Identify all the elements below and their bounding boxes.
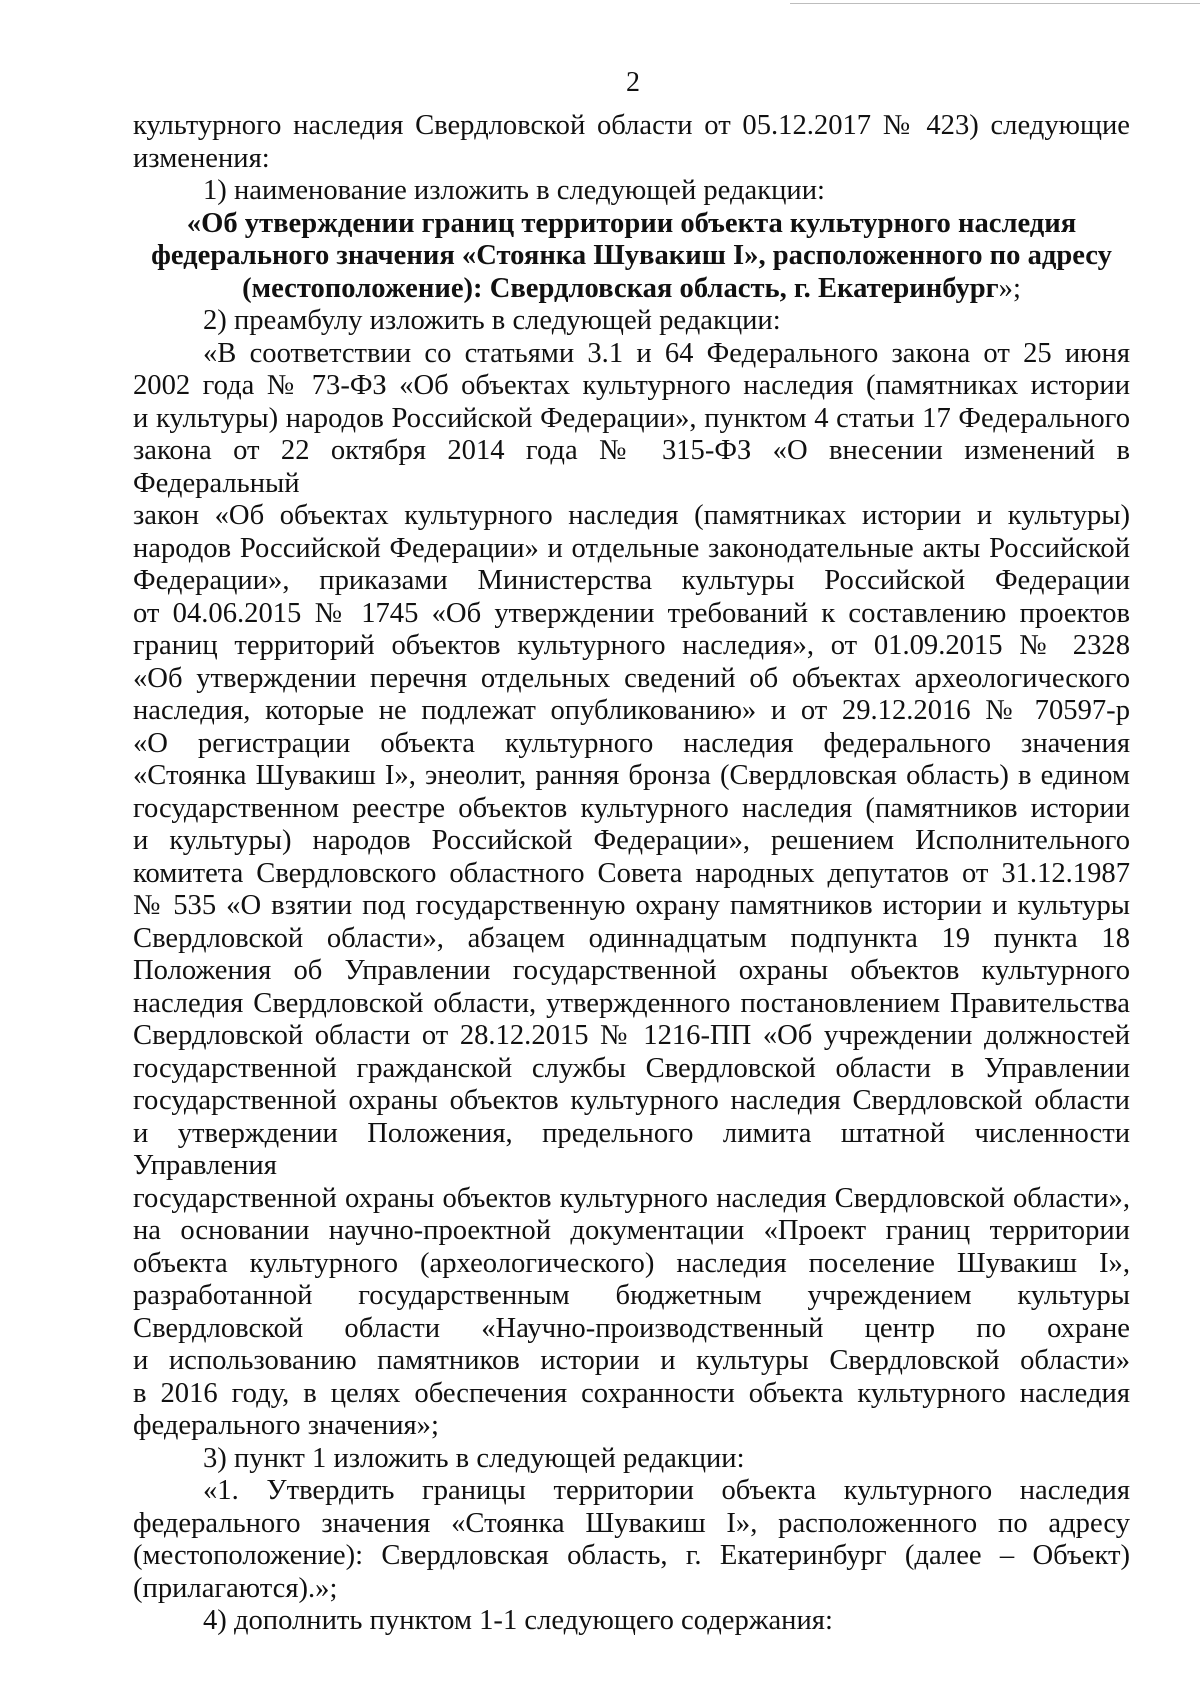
text-line: комитета Свердловского областного Совета народных депутатов от 31.12.1987	[133, 857, 1130, 889]
text-line: закона от 22 октября 2014 года № 315-ФЗ «О внесении изменений в Федеральный	[133, 435, 1130, 499]
point-1-paragraph	[133, 1475, 1130, 1605]
text-line: (местоположение): Свердловская область, г. Екатеринбург (далее – Объект)	[133, 1540, 1130, 1571]
text-line: федерального значения»;	[133, 1410, 439, 1441]
text-line: изменения:	[133, 142, 270, 174]
preamble-paragraph	[133, 338, 1130, 1443]
text-line: (прилагаются).»;	[133, 1572, 338, 1604]
text-line: в 2016 году, в целях обеспечения сохранности объекта культурного наследия	[133, 1377, 1130, 1409]
text-line: и использованию памятников истории и культуры Свердловской области»	[133, 1345, 1130, 1376]
heading-line	[133, 273, 1130, 306]
text-line: на основании научно-проектной документации «Проект границ территории	[133, 1215, 1130, 1246]
new-title-heading	[133, 208, 1130, 306]
text-line: объекта культурного (археологического) наследия поселение Шувакиш I»,	[133, 1247, 1130, 1279]
text-line: наследия Свердловской области, утвержденного постановлением Правительства	[133, 987, 1130, 1019]
scan-edge-line	[790, 3, 1200, 4]
text-line: федерального значения «Стоянка Шувакиш I», расположенного по адресу	[133, 1507, 1130, 1539]
heading-line: «Об утверждении границ территории объекта культурного наследия	[186, 207, 1077, 239]
text-line: народов Российской Федерации» и отдельные законодательные акты Российской	[133, 532, 1130, 564]
text-line: и культуры) народов Российской Федерации», решением Исполнительного	[133, 825, 1130, 856]
text-line: наследия, которые не подлежат опубликованию» и от 29.12.2016 № 70597-р	[133, 695, 1130, 726]
heading-line: федерального значения «Стоянка Шувакиш I», расположенного по адресу	[151, 240, 1112, 271]
list-item-4: 4) дополнить пунктом 1-1 следующего содержания:	[203, 1605, 833, 1636]
text-line: «Стоянка Шувакиш I», энеолит, ранняя бронза (Свердловская область) в едином	[133, 760, 1130, 791]
text-line: культурного наследия Свердловской области от 05.12.2017 № 423) следующие	[133, 110, 1130, 141]
text-line: закон «Об объектах культурного наследия (памятниках истории и культуры)	[133, 500, 1130, 531]
list-item-1: 1) наименование изложить в следующей редакции:	[203, 175, 825, 206]
text-line: разработанной государственным бюджетным учреждением культуры	[133, 1280, 1130, 1311]
text-line: Положения об Управлении государственной охраны объектов культурного	[133, 955, 1130, 986]
text-line: Федерации», приказами Министерства культуры Российской Федерации	[133, 565, 1130, 596]
text-line: государственном реестре объектов культурного наследия (памятников истории	[133, 792, 1130, 824]
text-line: и культуры) народов Российской Федерации», пунктом 4 статьи 17 Федерального	[133, 402, 1130, 434]
heading-line-bold: (местоположение): Свердловская область, г. Екатеринбург	[242, 272, 999, 304]
text-line: «Об утверждении перечня отдельных сведений об объектах археологического	[133, 662, 1130, 694]
text-line: Свердловской области «Научно-производственный центр по охране	[133, 1312, 1130, 1344]
text-line: государственной охраны объектов культурного наследия Свердловской области»,	[133, 1182, 1130, 1214]
text-line: государственной гражданской службы Свердловской области в Управлении	[133, 1052, 1130, 1084]
heading-line-tail: »;	[998, 272, 1021, 304]
text-line: Свердловской области от 28.12.2015 № 1216-ПП «Об учреждении должностей	[133, 1020, 1130, 1051]
text-line: «О регистрации объекта культурного наследия федерального значения	[133, 727, 1130, 759]
text-line: границ территорий объектов культурного наследия», от 01.09.2015 № 2328	[133, 630, 1130, 661]
document-body	[133, 110, 1130, 1638]
text-line: 2002 года № 73-ФЗ «Об объектах культурного наследия (памятниках истории	[133, 370, 1130, 401]
text-line: государственной охраны объектов культурного наследия Свердловской области	[133, 1085, 1130, 1116]
list-item-2: 2) преамбулу изложить в следующей редакции:	[203, 305, 781, 336]
text-line: и утверждении Положения, предельного лимита штатной численности Управления	[133, 1117, 1130, 1181]
text-line: от 04.06.2015 № 1745 «Об утверждении требований к составлению проектов	[133, 597, 1130, 629]
text-line: «1. Утвердить границы территории объекта культурного наследия	[203, 1475, 1130, 1506]
text-line: № 535 «О взятии под государственную охрану памятников истории и культуры	[133, 890, 1130, 921]
text-line: «В соответствии со статьями 3.1 и 64 Федерального закона от 25 июня	[203, 337, 1130, 369]
text-line: Свердловской области», абзацем одиннадцатым подпункта 19 пункта 18	[133, 922, 1130, 954]
list-item-3: 3) пункт 1 изложить в следующей редакции:	[203, 1442, 745, 1474]
page-number: 2	[626, 67, 640, 98]
